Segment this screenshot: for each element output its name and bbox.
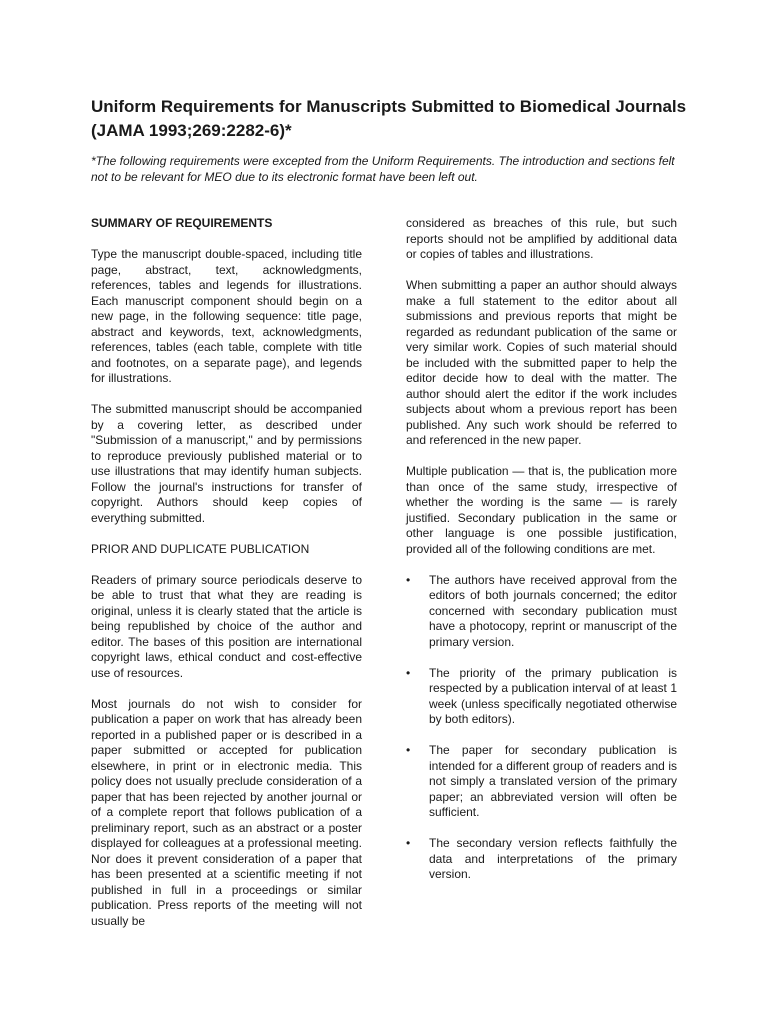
right-column bbox=[406, 216, 677, 898]
list-item bbox=[406, 743, 677, 821]
bullet-icon: • bbox=[406, 572, 411, 587]
bullet-icon: • bbox=[406, 836, 411, 850]
list-item bbox=[406, 666, 677, 728]
list-item-text: The secondary version reflects faithfully the data and interpretations of the primary version. bbox=[429, 836, 677, 881]
conditions-list bbox=[406, 573, 677, 883]
summary-heading: SUMMARY OF REQUIREMENTS bbox=[91, 216, 273, 230]
bullet-icon: • bbox=[406, 665, 411, 680]
left-column bbox=[91, 216, 362, 945]
prior-paragraph-2: Most journals do not wish to consider for publication a paper on work that has already been reported in a published paper or is described in a paper submitted or accepted for publication elsewhere, in print or in electronic media. This policy does not usually preclude consideration of a paper that has been rejected by another journal or of a complete report that follows publication of a preliminary report, such as an abstract or a poster displayed for colleagues at a professional meeting. Nor does it prevent consideration of a paper that has been presented at a scientific meeting if not published in full in a proceedings or similar publication. Press reports of the meeting will not usually be bbox=[91, 696, 362, 928]
prior-paragraph-1: Readers of primary source periodicals deserve to be able to trust that what they are reading is original, unless it is clearly stated that the article is being republished by choice of the author and editor. The bases of this position are international copyright laws, ethical conduct and cost-effective use of resources. bbox=[91, 572, 362, 680]
list-item bbox=[406, 836, 677, 883]
multiple-publication-paragraph: Multiple publication — that is, the publication more than once of the same study, irrespective of whether the wording is the same — is rarely justified. Secondary publication in the same or other language is one possible justification, provided all of the following conditions are met. bbox=[406, 464, 677, 556]
list-item-text: The priority of the primary publication is respected by a publication interval of at least 1 week (unless specifically negotiated otherwise by both editors). bbox=[429, 665, 677, 726]
summary-paragraph-2: The submitted manuscript should be accompanied by a covering letter, as described under "Submission of a manuscript," and by permissions to reproduce previously published material or to use illustrations that may identify human subjects. Follow the journal's instructions for transfer of copyright. Authors should keep copies of everything submitted. bbox=[91, 402, 362, 525]
summary-paragraph-1: Type the manuscript double-spaced, including title page, abstract, text, acknowledgments, references, tables and legends for illustrations. Each manuscript component should begin on a new page, in the following sequence: title page, abstract and keywords, text, acknowledgments, references, tables (each table, complete with title and footnotes, on a separate page), and legends for illustrations. bbox=[91, 247, 362, 385]
submission-statement-paragraph: When submitting a paper an author should always make a full statement to the editor about all submissions and previous reports that might be regarded as redundant publication of the same or very similar work. Copies of such material should be included with the submitted paper to help the editor decide how to deal with the matter. The author should alert the editor if the work includes subjects about whom a previous report has been published. Any such work should be referred to and referenced in the new paper. bbox=[406, 278, 677, 447]
list-item-text: The paper for secondary publication is intended for a different group of readers and is not simply a translated version of the primary paper; an abbreviated version will often be sufficient. bbox=[429, 743, 677, 819]
list-item bbox=[406, 573, 677, 651]
prior-publication-heading: PRIOR AND DUPLICATE PUBLICATION bbox=[91, 541, 310, 556]
intro-note: *The following requirements were excepted from the Uniform Requirements. The introduction and sections felt not to be relevant for MEO due to its electronic format have been left out. bbox=[91, 154, 675, 184]
continued-paragraph: considered as breaches of this rule, but such reports should not be amplified by additional data or copies of tables and illustrations. bbox=[406, 216, 677, 261]
list-item-text: The authors have received approval from the editors of both journals concerned; the editor concerned with secondary publication must have a photocopy, reprint or manuscript of the primary version. bbox=[429, 572, 677, 649]
bullet-icon: • bbox=[406, 743, 411, 757]
document-title: Uniform Requirements for Manuscripts Submitted to Biomedical Journals (JAMA 1993;269:2282-6)* bbox=[91, 97, 687, 140]
